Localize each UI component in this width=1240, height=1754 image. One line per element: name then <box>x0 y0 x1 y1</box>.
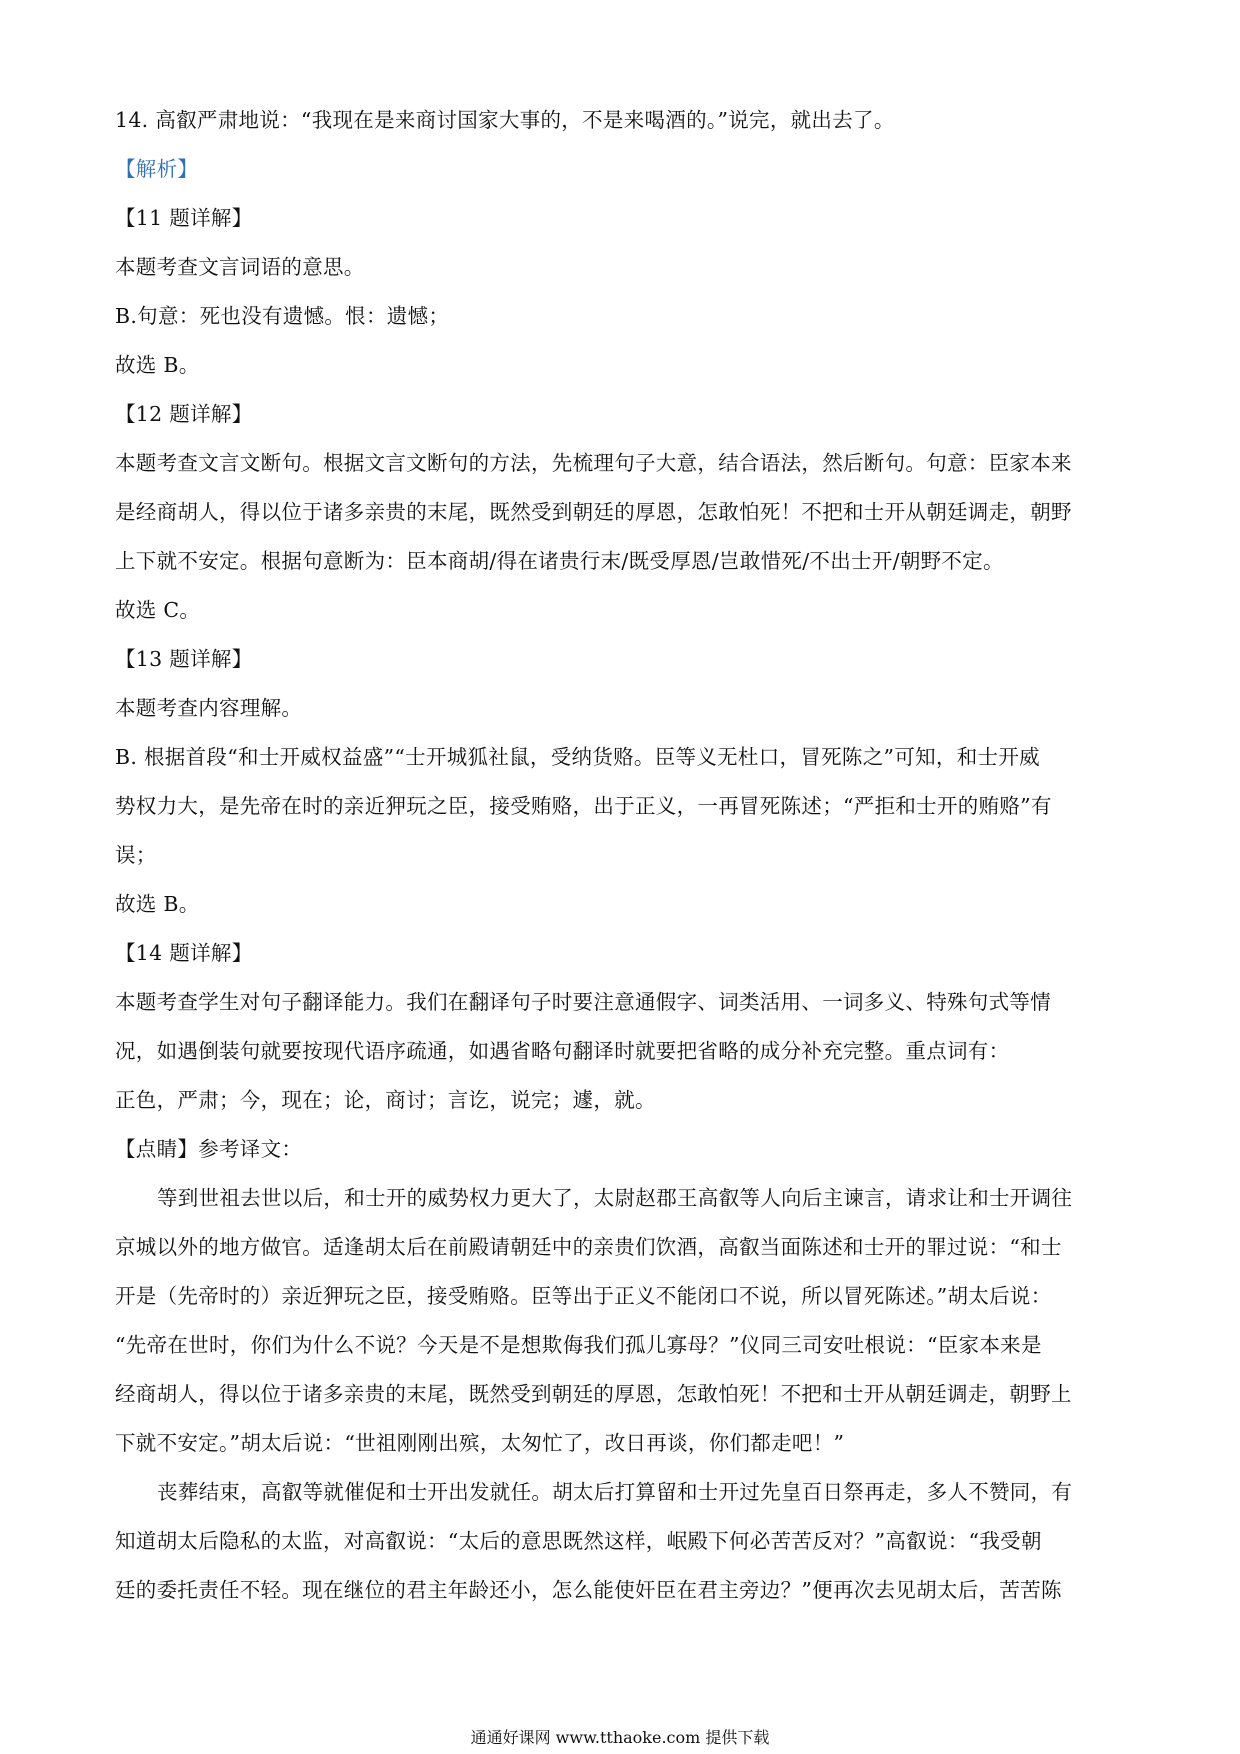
text-line: 本题考查文言词语的意思。 <box>115 255 365 279</box>
text-line: 误； <box>115 843 157 867</box>
text-line: 开是（先帝时的）亲近狎玩之臣，接受贿赂。臣等出于正义不能闭口不说，所以冒死陈述。”胡太后说： <box>115 1284 1052 1308</box>
text-line: 故选 C。 <box>115 598 201 622</box>
text-line: 上下就不安定。根据句意断为：臣本商胡/得在诸贵行末/既受厚恩/岂敢惜死/不出士开/朝野不定。 <box>115 549 1004 573</box>
text-line: 本题考查内容理解。 <box>115 696 303 720</box>
text-line: “先帝在世时，你们为什么不说？今天是不是想欺侮我们孤儿寡母？”仪同三司安吐根说：“臣家本来是 <box>115 1333 1042 1357</box>
text-line: B.句意：死也没有遗憾。恨：遗憾； <box>115 304 450 328</box>
text-line: 势权力大，是先帝在时的亲近狎玩之臣，接受贿赂，出于正义，一再冒死陈述；“严拒和士开的贿赂”有 <box>115 794 1052 818</box>
text-line: 知道胡太后隐私的太监，对高叡说：“太后的意思既然这样，岷殿下何必苦苦反对？”高叡说：“我受朝 <box>115 1529 1042 1553</box>
text-line: 正色，严肃；今，现在；论，商讨；言讫，说完；遽，就。 <box>115 1088 656 1112</box>
text-line: 【点睛】参考译文： <box>115 1137 303 1161</box>
text-line: 本题考查文言文断句。根据文言文断句的方法，先梳理句子大意，结合语法，然后断句。句意：臣家本来 <box>115 451 1072 475</box>
text-line: 廷的委托责任不轻。现在继位的君主年龄还小，怎么能使奸臣在君主旁边？”便再次去见胡太后，苦苦陈 <box>115 1578 1062 1602</box>
text-line: 丧葬结束，高叡等就催促和士开出发就任。胡太后打算留和士开过先皇百日祭再走，多人不赞同，有 <box>157 1480 1073 1504</box>
text-line: 况，如遇倒装句就要按现代语序疏通，如遇省略句翻译时就要把省略的成分补充完整。重点词有： <box>115 1039 1010 1063</box>
text-line: 【12 题详解】 <box>115 402 253 426</box>
page-footer: 通通好课网 www.tthaoke.com 提供下载 <box>470 1728 770 1747</box>
text-line: 故选 B。 <box>115 892 200 916</box>
text-line: 下就不安定。”胡太后说：“世祖刚刚出殡，太匆忙了，改日再谈，你们都走吧！” <box>115 1431 845 1455</box>
text-line: 【解析】 <box>115 157 199 181</box>
text-line: 【13 题详解】 <box>115 647 253 671</box>
text-line: 是经商胡人，得以位于诸多亲贵的末尾，既然受到朝廷的厚恩，怎敢怕死！不把和士开从朝廷调走，朝野 <box>115 500 1072 524</box>
text-line: 本题考查学生对句子翻译能力。我们在翻译句子时要注意通假字、词类活用、一词多义、特殊句式等情 <box>115 990 1051 1014</box>
text-line: 【11 题详解】 <box>115 206 253 230</box>
text-line: 经商胡人，得以位于诸多亲贵的末尾，既然受到朝廷的厚恩，怎敢怕死！不把和士开从朝廷调走，朝野上 <box>115 1382 1072 1406</box>
text-line: 等到世祖去世以后，和士开的威势权力更大了，太尉赵郡王高叡等人向后主谏言，请求让和士开调往 <box>157 1186 1073 1210</box>
text-line: 14. 高叡严肃地说：“我现在是来商讨国家大事的，不是来喝酒的。”说完，就出去了。 <box>115 108 895 132</box>
text-line: 【14 题详解】 <box>115 941 253 965</box>
text-line: 故选 B。 <box>115 353 200 377</box>
text-line: B. 根据首段“和士开威权益盛”“士开城狐社鼠，受纳货赂。臣等义无杜口，冒死陈之”可知，和士开威 <box>115 745 1040 769</box>
text-line: 京城以外的地方做官。适逢胡太后在前殿请朝廷中的亲贵们饮酒，高叡当面陈述和士开的罪过说：“和士 <box>115 1235 1062 1259</box>
